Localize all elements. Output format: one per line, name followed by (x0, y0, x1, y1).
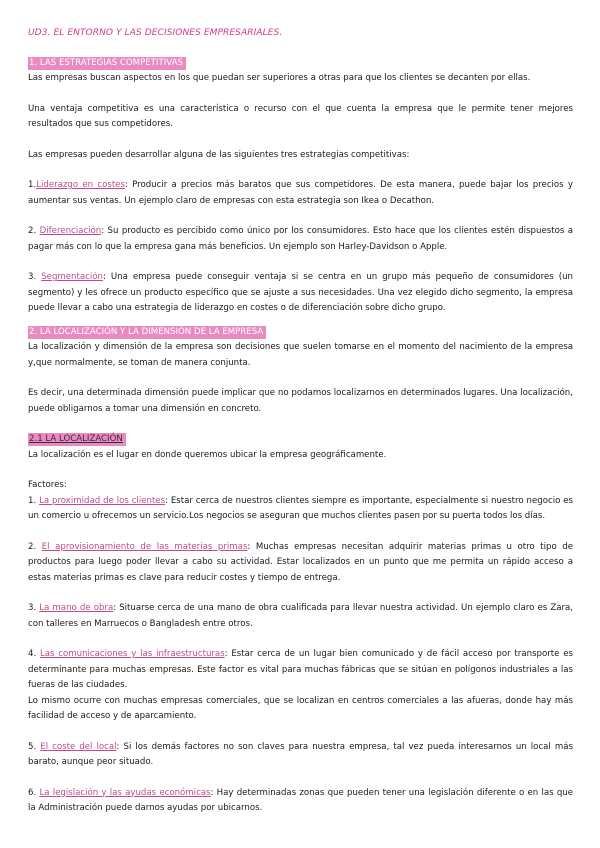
factor-item: 1. La proximidad de los clientes: Estar cerca de nuestros clientes siempre es importante, especialmente si nuestro negocio es un comercio u ofrecemos un servicio.Los negocios se aseguran que muchos clientes pasen por su puerta todos los días. (28, 495, 573, 521)
strategy-term: Liderazgo en costes (36, 180, 125, 190)
strategy-term: Diferenciación (39, 226, 102, 236)
factor-item: 2. El aprovisionamiento de las materias primas: Muchas empresas necesitan adquirir materias primas u otro tipo de productos para luego poder llevar a cabo su actividad. Estar localizados en un punto que me permita un rápido acceso a estas materias primas es clave para reducir costes y tiempo de entrega. (28, 541, 573, 583)
factor-term: La mano de obra (39, 603, 114, 613)
paragraph: Una ventaja competitiva es una característica o recurso con el que cuenta la empresa que le permite tener mejores resultados que sus competidores. (28, 103, 573, 129)
strategy-item: 1.Liderazgo en costes: Producir a precios más baratos que sus competidores. De esta manera, puede bajar los precios y aumentar sus ventas. Un ejemplo claro de empresas con esta estrategia son Ikea o Decathon. (28, 180, 573, 206)
document-page (28, 26, 573, 817)
factor-term: El aprovisionamiento de las materias primas (41, 541, 248, 552)
strategy-item: 2. Diferenciación: Su producto es percibido como único por los consumidores. Esto hace que los clientes estén dispuestos a pagar más con lo que la empresa gana más beneficios. Un ejemplo son Harley-Davidson o Apple. (28, 226, 574, 252)
factor-term: La proximidad de los clientes (39, 495, 166, 506)
paragraph: Las empresas buscan aspectos en los que puedan ser superiores a otras para que los clientes se decanten por ellas. (28, 73, 531, 83)
paragraph: Las empresas pueden desarrollar alguna de las siguientes tres estrategias competitivas: (28, 149, 410, 160)
paragraph: Lo mismo ocurre con muchas empresas comerciales, que se localizan en centros comerciales a las afueras, donde hay más facilidad de acceso y de aparcamiento. (28, 695, 573, 721)
strategy-item: 3. Segmentación: Una empresa puede conseguir ventaja si se centra en un grupo más pequeño de consumidores (un segmento) y les ofrece un producto específico que se ajuste a sus necesidades. Una vez elegido dicho segmento, la empresa puede llevar a cabo una estrategia de liderazgo en costes o de diferenciación sobre dicho grupo. (28, 272, 573, 313)
paragraph: La localización y dimensión de la empresa son decisiones que suelen tomarse en el momento del nacimiento de la empresa y,que normalmente, se toman de manera conjunta. (28, 342, 573, 368)
factor-item: 6. La legislación y las ayudas económicas: Hay determinadas zonas que pueden tener una legislación diferente o en las que la Administración puede darnos ayudas por ubicarnos. (28, 787, 574, 813)
factor-item: 5. El coste del local: Si los demás factores no son claves para nuestra empresa, tal vez pueda interesarnos un local más barato, aunque peor situado. (28, 741, 573, 767)
section-1 (28, 56, 573, 317)
factors-label: Factores: (28, 480, 67, 490)
factor-term: El coste del local (40, 741, 117, 752)
paragraph: La localización es el lugar en donde queremos ubicar la empresa geográficamente. (28, 449, 387, 460)
factor-term: La legislación y las ayudas económicas (39, 787, 211, 798)
factor-item: 4. Las comunicaciones y las infraestructuras: Estar cerca de un lugar bien comunicado y de fácil acceso por transporte es determinante para muchas empresas. Este factor es vital para muchas fábricas que se sitúan en polígonos industriales a las fueras de las ciudades. (28, 649, 573, 690)
paragraph: Es decir, una determinada dimensión puede implicar que no podamos localizarnos en determinados lugares. Una localización, puede obligarnos a tomar una dimensión en concreto. (28, 388, 573, 414)
subsection-heading: 2.1 LA LOCALIZACIÓN (28, 433, 126, 446)
section-1-heading: 1. LAS ESTRATEGIAS COMPETITIVAS (28, 57, 186, 70)
section-2-heading: 2. LA LOCALIZACIÓN Y LA DIMENSIÓN DE LA EMPRESA (28, 326, 266, 339)
factor-item: 3. La mano de obra: Situarse cerca de una mano de obra cualificada para llevar nuestra actividad. Un ejemplo claro es Zara, con talleres en Marruecos o Bangladesh entre otros. (28, 603, 574, 629)
page-title: UD3. EL ENTORNO Y LAS DECISIONES EMPRESARIALES. (28, 28, 283, 38)
section-2 (28, 325, 573, 817)
strategy-term: Segmentación (41, 272, 103, 282)
factor-term: Las comunicaciones y las infraestructuras (39, 649, 225, 659)
